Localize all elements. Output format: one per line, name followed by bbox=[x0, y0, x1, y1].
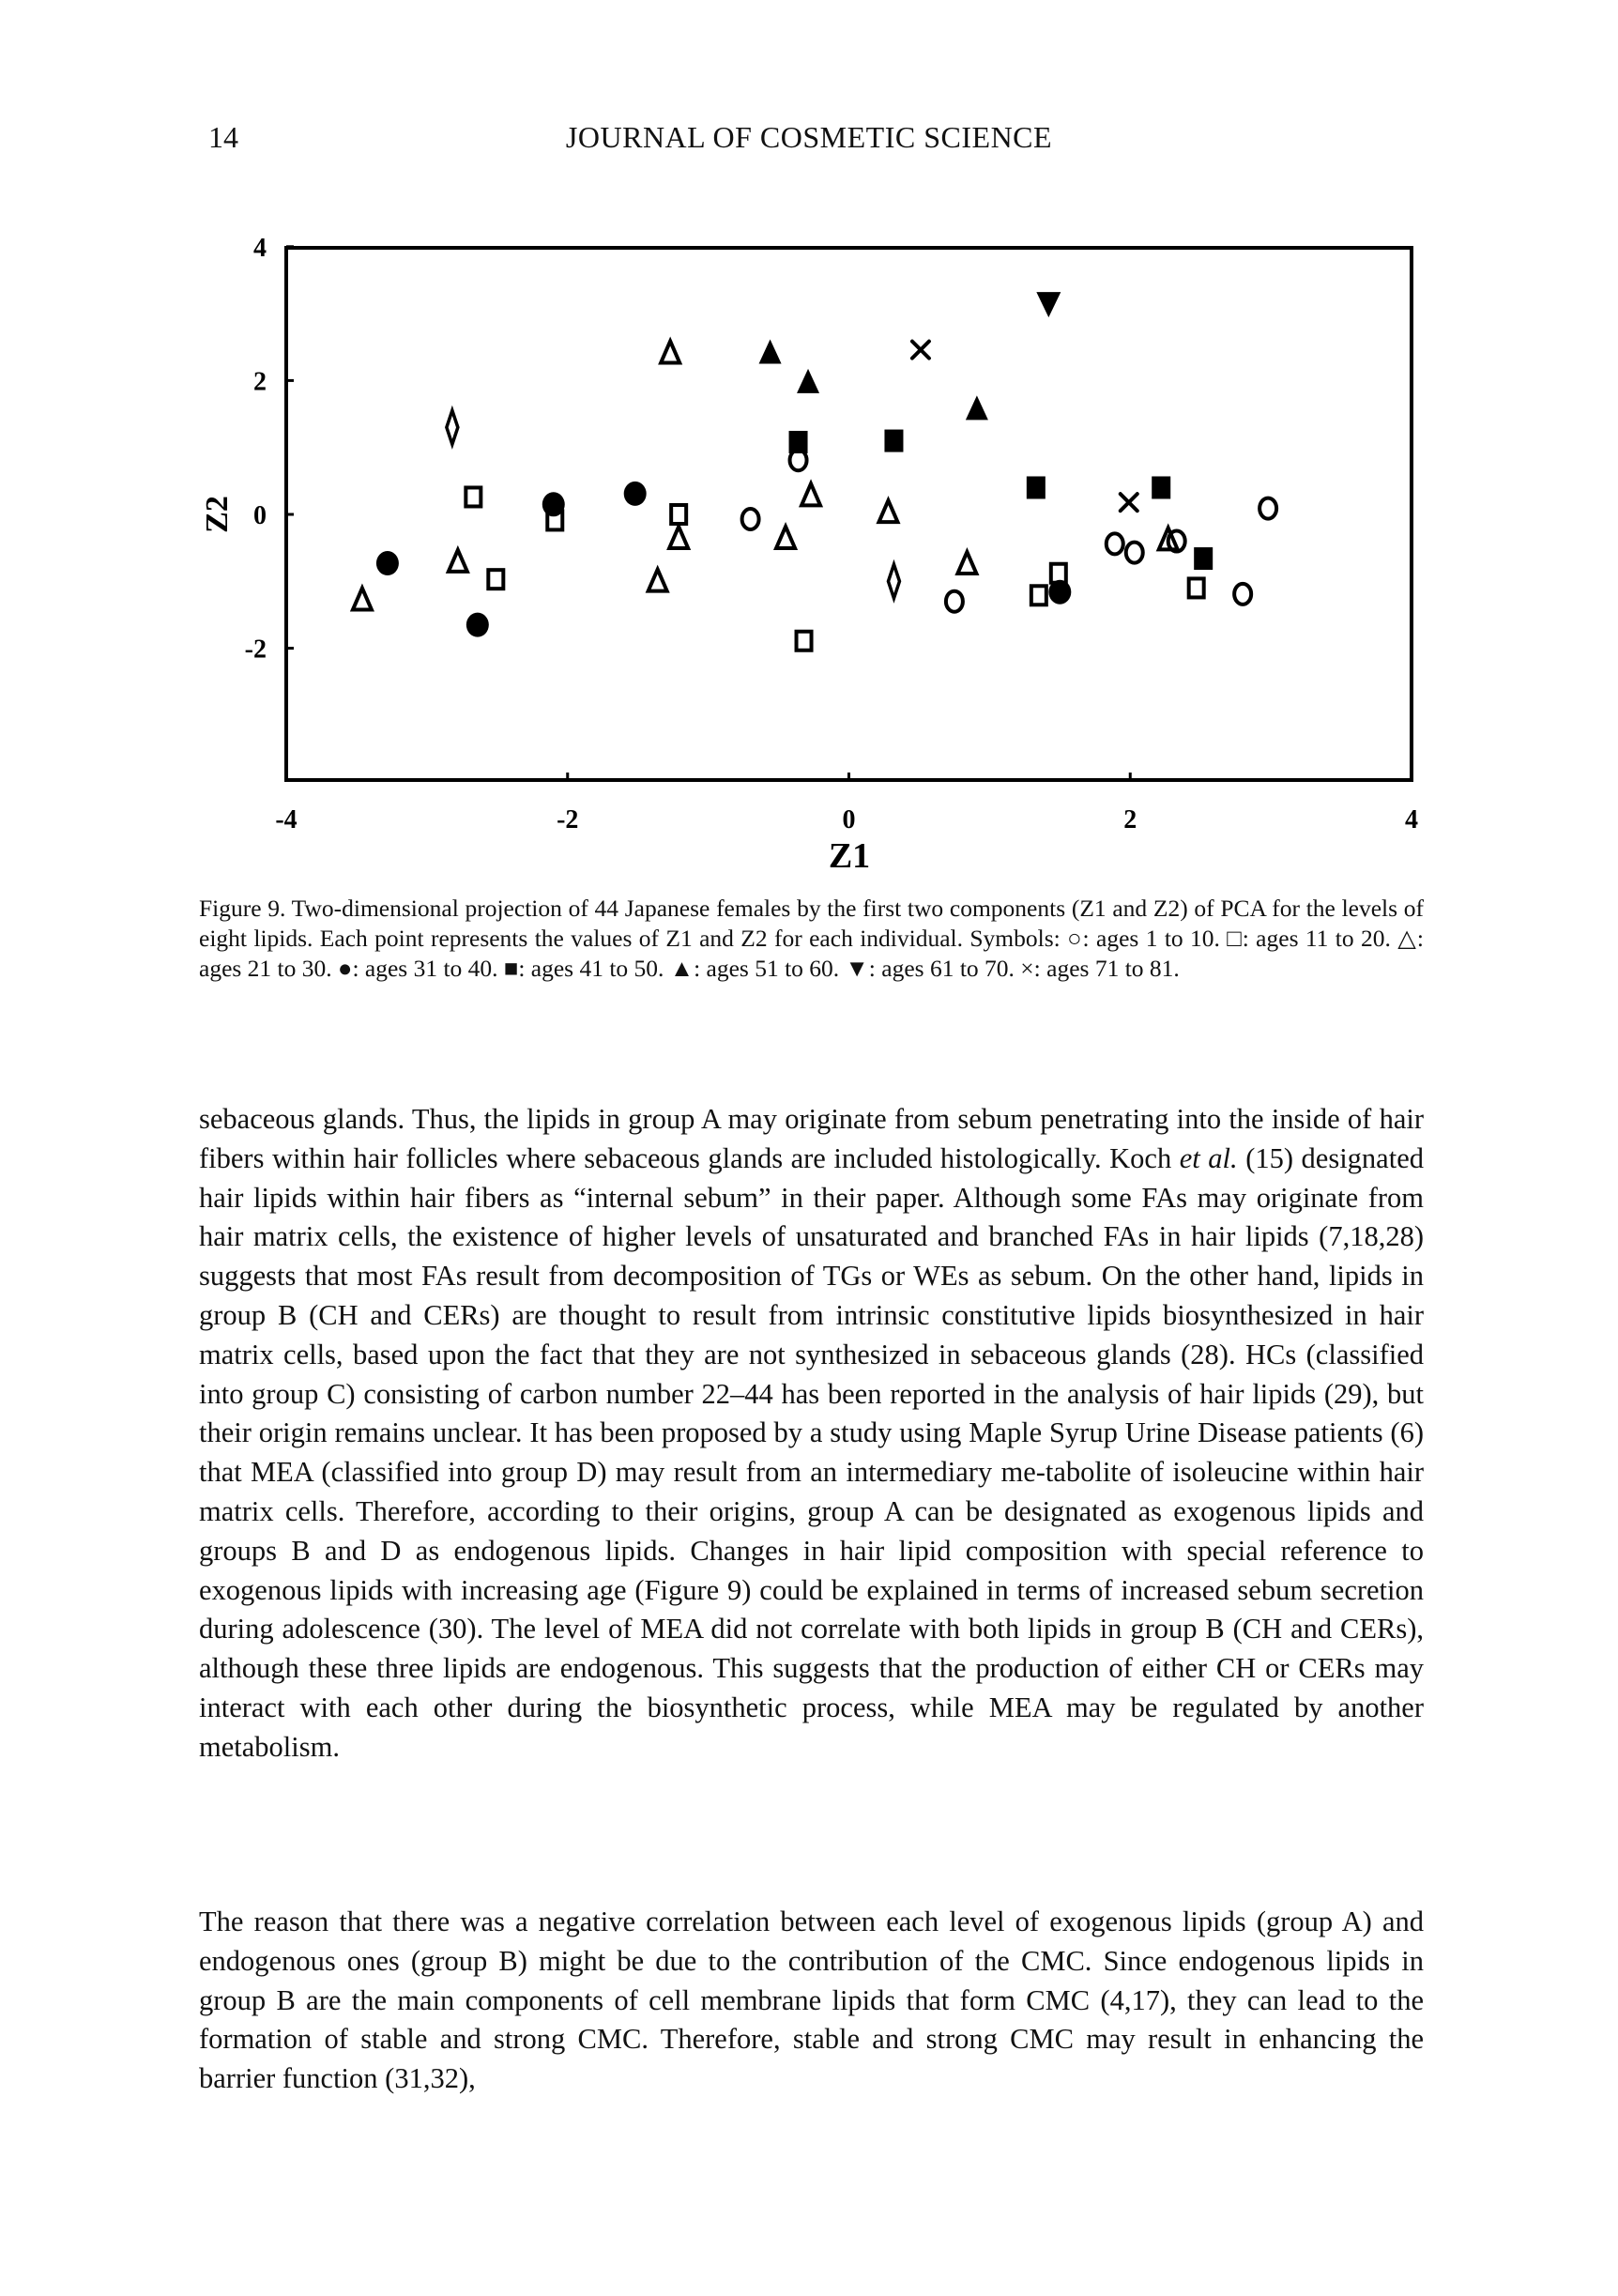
point-open-square bbox=[1051, 564, 1066, 583]
x-axis-label: Z1 bbox=[828, 836, 871, 876]
filled-down-triangle-icon: ▼ bbox=[845, 955, 869, 982]
point-open-triangle bbox=[801, 483, 820, 505]
point-open-diamond bbox=[447, 410, 458, 444]
x-tick-label: -4 bbox=[275, 805, 298, 834]
paragraph-text: et al. bbox=[1179, 1141, 1238, 1174]
point-open-square bbox=[1031, 586, 1046, 605]
filled-circle-icon: ● bbox=[338, 955, 353, 982]
running-header: JOURNAL OF COSMETIC SCIENCE bbox=[565, 120, 1053, 154]
y-axis-label: Z2 bbox=[200, 496, 235, 533]
open-circle-icon: ○ bbox=[1067, 925, 1083, 952]
point-filled-down-triangle bbox=[1036, 292, 1061, 317]
caption-text: : ages 11 to 20. bbox=[1242, 925, 1398, 952]
caption-text: : ages 1 to 10. bbox=[1082, 925, 1228, 952]
caption-text: : ages 41 to 50. bbox=[518, 955, 670, 982]
point-open-triangle bbox=[669, 527, 688, 548]
x-tick-label: 0 bbox=[842, 805, 856, 834]
point-filled-triangle bbox=[797, 369, 819, 393]
caption-text: : ages 71 to 81. bbox=[1033, 955, 1180, 982]
caption-text: : ages 21 to 30. bbox=[199, 925, 1425, 982]
paragraph-text: sebaceous glands. Thus, the lipids in group A may originate from sebum penetrating into the inside of hair fibers within hair follicles where sebaceous glands are included histologically. Koch bbox=[199, 1103, 1424, 1174]
caption-text: : ages 31 to 40. bbox=[352, 955, 504, 982]
point-open-circle bbox=[1107, 533, 1123, 554]
filled-triangle-icon: ▲ bbox=[669, 955, 695, 982]
y-tick-label: 2 bbox=[253, 367, 267, 397]
point-cross bbox=[912, 342, 929, 359]
point-open-triangle bbox=[353, 589, 372, 610]
paragraph-text: (15) designated hair lipids within hair fibers as “internal sebum” in their paper. Although some FAs may originate from hair matrix cells, the existence of higher levels of unsaturated and branched FAs in hair lipids (7,18,28) suggests that most FAs result from decomposition of TGs or WEs as sebum. On the other hand, lipids in group B (CH and CERs) are thought to result from intrinsic constitutive lipids biosynthesized in hair matrix cells, based upon the fact that they are not synthesized in sebaceous glands (28). HCs (classified into group C) consisting of carbon number 22–44 has been reported in the analysis of hair lipids (29), but their origin remains unclear. It has been proposed by a study using Maple Syrup Urine Disease patients (6) that MEA (classified into group D) may result from an intermediary me-tabolite of isoleucine within hair matrix cells. Therefore, according to their origins, group A can be designated as exogenous lipids and groups B and D as endogenous lipids. Changes in hair lipid composition with special reference to exogenous lipids with increasing age (Figure 9) could be explained in terms of increased sebum secretion during adolescence (30). The level of MEA did not correlate with both lipids in group B (CH and CERs), although these three lipids are endogenous. This suggests that the production of either CH or CERs may interact with each other during the biosynthetic process, while MEA may be regulated by another metabolism. bbox=[199, 1141, 1424, 1763]
x-tick-label: -2 bbox=[557, 805, 579, 834]
point-filled-circle bbox=[376, 551, 399, 575]
point-open-circle bbox=[946, 591, 963, 612]
point-open-triangle bbox=[878, 500, 897, 522]
point-open-square bbox=[466, 487, 481, 506]
point-open-circle bbox=[1234, 584, 1251, 605]
point-open-triangle bbox=[649, 570, 667, 591]
point-filled-circle bbox=[542, 492, 565, 516]
point-filled-square bbox=[1194, 547, 1213, 570]
point-open-circle bbox=[742, 509, 759, 529]
point-open-triangle bbox=[776, 527, 795, 548]
figure-caption bbox=[199, 894, 1424, 984]
point-filled-triangle bbox=[966, 395, 988, 420]
point-open-triangle bbox=[449, 550, 467, 572]
caption-text: : ages 51 to 60. bbox=[694, 955, 846, 982]
point-filled-circle bbox=[624, 482, 647, 506]
open-triangle-icon: △ bbox=[1397, 925, 1417, 952]
point-open-square bbox=[671, 505, 686, 524]
point-filled-triangle bbox=[759, 339, 782, 363]
point-open-circle bbox=[1259, 498, 1276, 519]
y-tick-label: -2 bbox=[244, 635, 267, 665]
point-open-square bbox=[797, 632, 812, 651]
point-filled-square bbox=[789, 431, 808, 453]
plot-frame bbox=[286, 248, 1412, 780]
y-tick-label: 0 bbox=[253, 501, 267, 530]
body-paragraph: The reason that there was a negative correlation between each level of exogenous lipids (group A) and endogenous ones (group B) might be due to the contribution of the CMC. Since endogenous lipids in group B are the main components of cell membrane lipids that form CMC (4,17), they can lead to the formation of stable and strong CMC. Therefore, stable and strong CMC may result in enhancing the barrier function (31,32), bbox=[199, 1906, 1424, 2095]
point-open-triangle bbox=[661, 341, 679, 362]
caption-label: Figure 9. bbox=[199, 895, 286, 922]
point-filled-square bbox=[1027, 476, 1046, 498]
y-tick-label: 4 bbox=[253, 233, 267, 263]
open-square-icon: □ bbox=[1227, 925, 1243, 952]
point-filled-square bbox=[884, 430, 903, 452]
point-open-square bbox=[1189, 578, 1204, 597]
cross-icon: × bbox=[1020, 955, 1034, 982]
point-filled-circle bbox=[466, 613, 489, 637]
point-open-circle bbox=[1126, 543, 1143, 563]
x-tick-label: 2 bbox=[1123, 805, 1137, 834]
caption-text: : ages 61 to 70. bbox=[868, 955, 1021, 982]
point-open-square bbox=[488, 570, 503, 589]
x-tick-label: 4 bbox=[1405, 805, 1418, 834]
point-open-diamond bbox=[888, 564, 899, 598]
body-paragraph bbox=[199, 1100, 1424, 1768]
caption-text: Two-dimensional projection of 44 Japanese females by the first two components (Z1 and Z2) of PCA for the levels of eight lipids. Each point represents the values of Z1 and Z2 for each individual. Symbols: bbox=[199, 895, 1425, 952]
point-open-triangle bbox=[957, 552, 976, 574]
page-number: 14 bbox=[208, 120, 238, 154]
point-filled-circle bbox=[1048, 580, 1071, 605]
point-filled-square bbox=[1152, 476, 1170, 498]
pca-scatter-chart bbox=[0, 0, 1618, 882]
filled-square-icon: ■ bbox=[503, 955, 519, 982]
point-cross bbox=[1121, 494, 1137, 511]
